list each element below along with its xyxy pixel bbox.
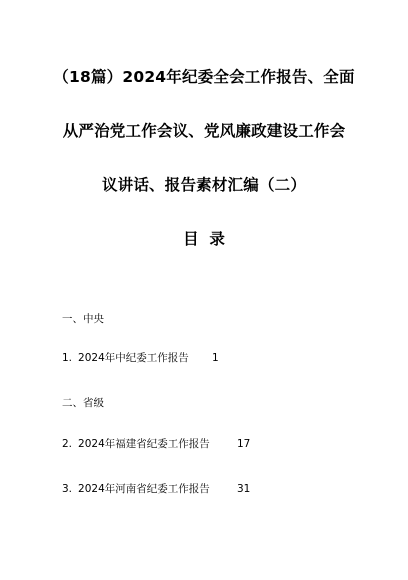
toc-entry-page: 31 bbox=[237, 483, 251, 495]
toc-section-central: 一、中央 bbox=[62, 313, 104, 325]
document-title-line-2: 从严治党工作会议、党风廉政建设工作会 bbox=[62, 122, 346, 140]
document-title-line-1: （18篇）2024年纪委全会工作报告、全面 bbox=[53, 68, 355, 86]
toc-entry-title: 2024年中纪委工作报告 bbox=[78, 352, 189, 364]
toc-entry-page: 17 bbox=[237, 438, 251, 450]
toc-entry[interactable] bbox=[62, 482, 251, 496]
toc-entry-title: 2024年福建省纪委工作报告 bbox=[78, 438, 210, 450]
document-title-line-3: 议讲话、报告素材汇编（二） bbox=[101, 176, 307, 194]
toc-entry-number: 2. bbox=[62, 438, 73, 450]
toc-entry-number: 3. bbox=[62, 483, 73, 495]
toc-entry-page: 1 bbox=[212, 352, 219, 364]
toc-entry[interactable] bbox=[62, 351, 219, 365]
toc-entry-number: 1. bbox=[62, 352, 73, 364]
toc-entry-title: 2024年河南省纪委工作报告 bbox=[78, 483, 210, 495]
toc-entry[interactable] bbox=[62, 437, 251, 451]
toc-section-provincial: 二、省级 bbox=[62, 397, 104, 409]
toc-heading: 目 录 bbox=[183, 230, 225, 248]
